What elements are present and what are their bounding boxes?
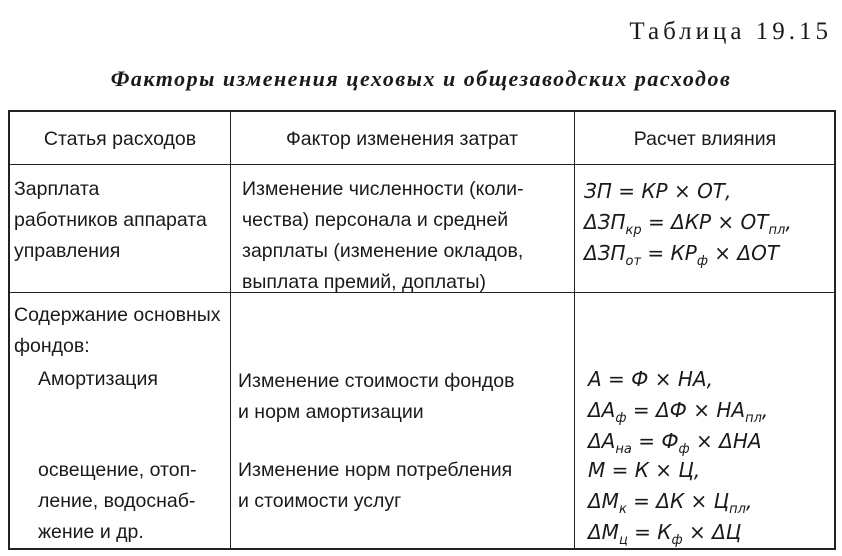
table-title: Факторы изменения цеховых и общезаводских расходов: [110, 66, 732, 91]
table-number: Таблица 19.15: [629, 18, 832, 45]
text-line: ление, водоснаб-: [38, 490, 196, 512]
text-line: выплата премий, доплаты): [242, 271, 486, 293]
formula-line: $\Delta М_ц = К_ф \times \Delta Ц$: [588, 520, 742, 548]
text-line: фондов:: [14, 335, 90, 357]
formula-line: $\Delta А_{на} = Ф_ф \times \Delta НА$: [588, 429, 762, 457]
text-line: жение и др.: [38, 521, 144, 543]
text-line: Содержание основных: [14, 304, 221, 326]
text-line: чества) персонала и средней: [242, 209, 509, 231]
formula-line: $\Delta ЗП_{кр} = \Delta КР \times ОТ_{пл}$,: [584, 210, 792, 238]
row1-formulas: [584, 176, 792, 269]
text-line: Изменение норм потребления: [238, 459, 513, 481]
row2-utilities-item: [38, 455, 197, 548]
row1-factor: [242, 174, 524, 298]
formula-line: А = Ф × НА,: [588, 367, 713, 391]
row2-utilities-factor: [238, 455, 512, 517]
row2-section-title: [14, 300, 220, 362]
row2-utilities-formulas: [588, 455, 752, 548]
row1-expense-item: [14, 174, 207, 267]
text-line: Изменение численности (коли-: [242, 178, 524, 200]
formula-line: $\Delta М_к = \Delta К \times Ц_{пл}$,: [588, 489, 753, 517]
column-divider: [574, 112, 575, 548]
text-line: управления: [14, 240, 121, 262]
row2-depreciation-factor: [238, 366, 514, 428]
formula-line: $\Delta ЗП_{от} = КР_ф \times \Delta ОТ$: [584, 241, 780, 269]
row2-depreciation-formulas: [588, 364, 768, 457]
formula-line: $\Delta А_ф = \Delta Ф \times НА_{пл}$,: [588, 398, 769, 426]
header-cost-factor: Фактор изменения затрат: [285, 128, 519, 150]
text-line: зарплаты (изменение окладов,: [242, 240, 524, 262]
header-divider: [10, 164, 834, 165]
formula-line: ЗП = КР × ОТ,: [584, 179, 732, 203]
text-line: Зарплата: [14, 178, 100, 200]
header-expense-item: Статья расходов: [43, 128, 197, 150]
text-line: и норм амортизации: [238, 401, 424, 423]
formula-line: М = К × Ц,: [588, 458, 701, 482]
text-line: Изменение стоимости фондов: [238, 370, 515, 392]
text-line: освещение, отоп-: [38, 459, 197, 481]
text-line: и стоимости услуг: [238, 490, 402, 512]
expense-factors-table: [8, 110, 836, 550]
header-impact-calculation: Расчет влияния: [633, 128, 777, 150]
column-divider: [230, 112, 231, 548]
text-line: работников аппарата: [14, 209, 207, 231]
row2-depreciation-item: Амортизация: [38, 368, 158, 390]
